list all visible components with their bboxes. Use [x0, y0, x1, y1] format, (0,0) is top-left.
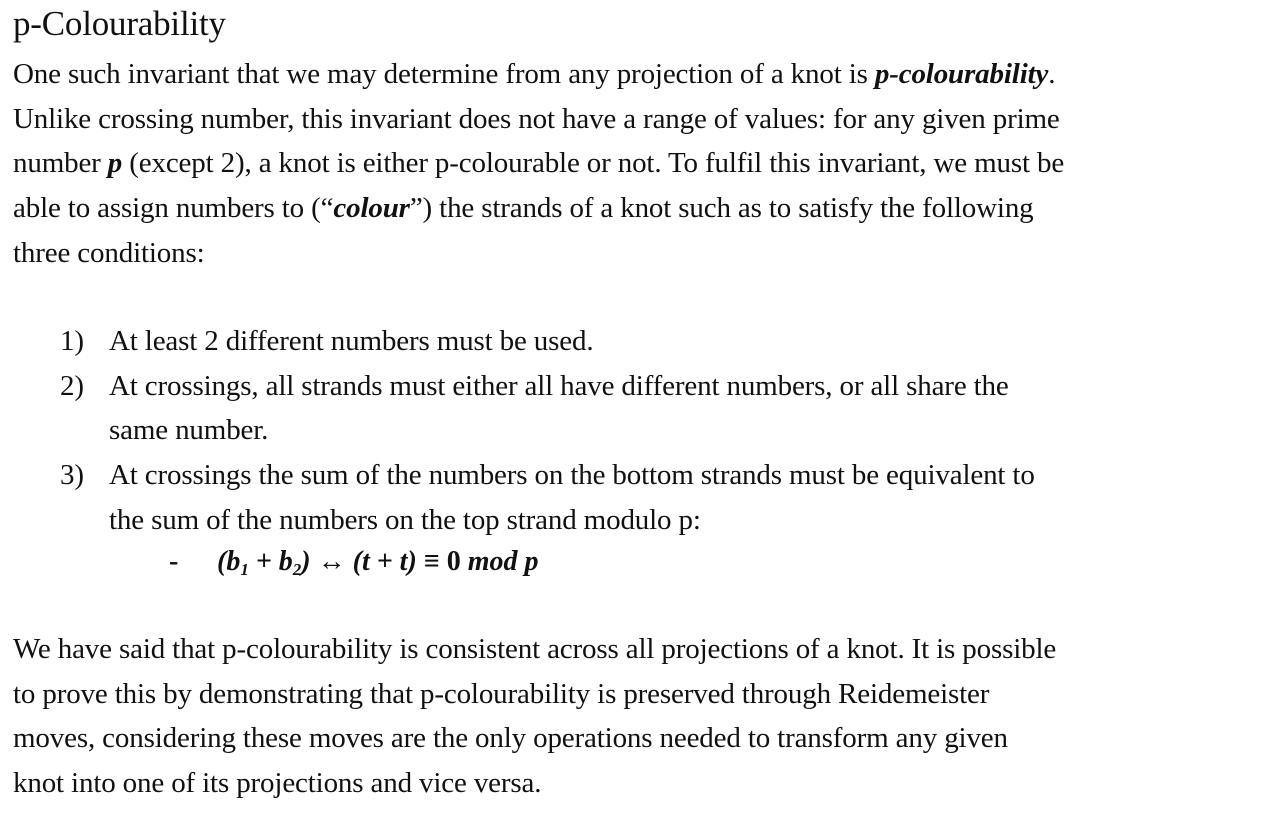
list-number: 3) [60, 459, 84, 492]
outro-line: moves, considering these moves are the only operations needed to transform any given [13, 722, 1008, 755]
list-number: 1) [60, 325, 84, 357]
condition-text: At least 2 different numbers must be used. [109, 325, 594, 357]
condition-item-2 [60, 364, 1035, 453]
condition-text: At crossings, all strands must either all have different numbers, or all share the [109, 369, 1009, 402]
intro-line: One such invariant that we may determine from any projection of a knot is p-colourability. [13, 58, 1056, 90]
list-number: 2) [60, 369, 84, 402]
condition-text: same number. [109, 414, 269, 447]
formula-bullet: - [169, 546, 179, 577]
outro-line: to prove this by demonstrating that p-colourability is preserved through Reidemeister [13, 677, 990, 710]
outro-paragraph [13, 627, 1056, 806]
condition-text: At crossings the sum of the numbers on the bottom strands must be equivalent to [109, 459, 1035, 492]
emphasis-colour: colour [333, 192, 410, 225]
intro-paragraph [13, 52, 1064, 276]
intro-line: number p (except 2), a knot is either p-colourable or not. To fulfil this invariant, we must be [13, 147, 1065, 180]
conditions-list [60, 319, 1035, 543]
formula-expression: $(b_1 + b_2)$ ↔ (t + t) ≡ 0 mod p [217, 546, 539, 579]
condition-item-3 [60, 453, 1035, 542]
formula-line [169, 540, 539, 584]
outro-line: We have said that p-colourability is consistent across all projections of a knot. It is possible [13, 633, 1057, 665]
emphasis-p: p [107, 147, 123, 180]
condition-item-1 [60, 319, 1035, 364]
outro-line: knot into one of its projections and vice versa. [13, 767, 542, 800]
emphasis-p-colourability: p-colourability [874, 58, 1049, 90]
section-title: p-Colourability [13, 4, 226, 43]
condition-text: the sum of the numbers on the top strand modulo p: [109, 503, 701, 536]
intro-line: Unlike crossing number, this invariant does not have a range of values: for any given prime [13, 102, 1060, 135]
intro-line: able to assign numbers to (“colour”) the strands of a knot such as to satisfy the following [13, 192, 1034, 225]
intro-line: three conditions: [13, 236, 205, 269]
